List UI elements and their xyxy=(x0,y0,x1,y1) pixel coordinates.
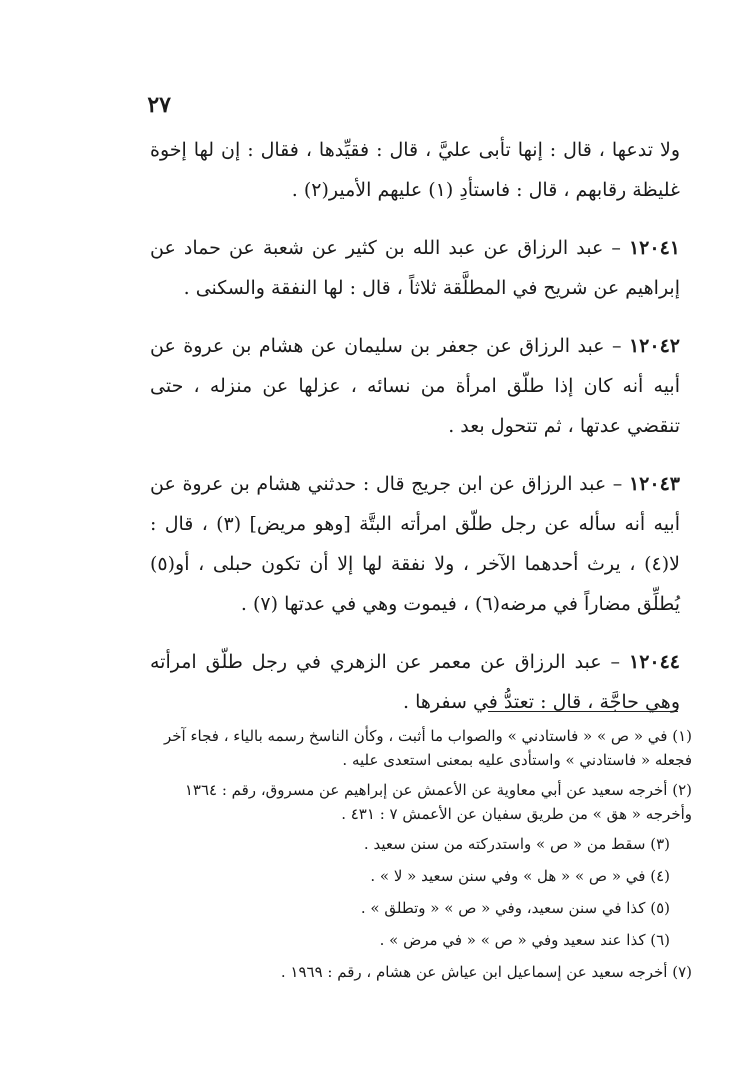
entry-text: – عبد الرزاق عن ابن جريج قال : حدثني هشام بن عروة عن أبيه أنه سأله عن رجل طلّق امرأته البتَّة [وهو مريض] (٣) ، قال : لا(٤) ، يرث أحدهما الآخر ، ولا نفقة لها إلا أن تكون حبلى ، أو(٥) يُطلِّق مضاراً في مرضه(٦) ، فيموت وهي في عدتها (٧) . xyxy=(150,473,680,615)
entry-paragraph xyxy=(150,642,680,722)
entry-12041 xyxy=(150,228,680,308)
footnote-6: (٦) كذا عند سعيد وفي « ص » « في مرض » . xyxy=(379,931,670,949)
footnote-7: (٧) أخرجه سعيد عن إسماعيل ابن عياش عن هشام ، رقم : ١٩٦٩ . xyxy=(280,963,692,981)
entry-12043 xyxy=(150,464,680,624)
page-number: ٢٧ xyxy=(147,92,171,118)
entry-paragraph xyxy=(150,464,680,624)
entry-text: ولا تدعها ، قال : إنها تأبى عليَّ ، قال : فقيِّدها ، فقال : إن لها إخوة غليظة رقابهم ، قال : فاستأدِ (١) عليهم الأمير(٢) . xyxy=(150,139,680,201)
footnote-divider xyxy=(488,711,678,712)
entry-paragraph xyxy=(150,228,680,308)
footnotes xyxy=(140,724,692,990)
footnote-5: (٥) كذا في سنن سعيد، وفي « ص » « وتطلق » . xyxy=(360,899,670,917)
entry-continuation xyxy=(150,130,680,210)
entry-text: – عبد الرزاق عن عبد الله بن كثير عن شعبة عن حماد عن إبراهيم عن شريح في المطلَّقة ثلاثاً ، قال : لها النفقة والسكنى . xyxy=(150,237,680,299)
entry-number: ١٢٠٤٣ xyxy=(628,473,680,495)
footnote-3: (٣) سقط من « ص » واستدركته من سنن سعيد . xyxy=(363,835,670,853)
entry-12044 xyxy=(150,642,680,722)
entry-text: – عبد الرزاق عن معمر عن الزهري في رجل طلّق امرأته وهي حاجَّة ، قال : تعتدُّ في سفرها . xyxy=(150,651,680,713)
entry-number: ١٢٠٤٢ xyxy=(628,335,680,357)
footnote-2: (٢) أخرجه سعيد عن أبي معاوية عن الأعمش عن إبراهيم عن مسروق، رقم : ١٣٦٤ وأخرجه « هق » من طريق سفيان عن الأعمش ٧ : ٤٣١ . xyxy=(184,781,692,823)
main-text xyxy=(150,130,680,740)
entry-12042 xyxy=(150,326,680,446)
entry-paragraph xyxy=(150,326,680,446)
entry-text: – عبد الرزاق عن جعفر بن سليمان عن هشام بن عروة عن أبيه أنه كان إذا طلّق امرأة من نسائه ، عزلها عن منزله ، حتى تنقضي عدتها ، ثم تتحول بعد . xyxy=(150,335,680,437)
footnote-1: (١) في « ص » « فاستادني » والصواب ما أثبت ، وكأن الناسخ رسمه بالياء ، فجاء آخر فجعله « فاستادني » واستأدى عليه بمعنى استعدى عليه . xyxy=(163,727,692,769)
footnote-4: (٤) في « ص » « هل » وفي سنن سعيد « لا » . xyxy=(370,867,670,885)
entry-number: ١٢٠٤١ xyxy=(628,237,680,259)
entry-number: ١٢٠٤٤ xyxy=(628,651,681,673)
